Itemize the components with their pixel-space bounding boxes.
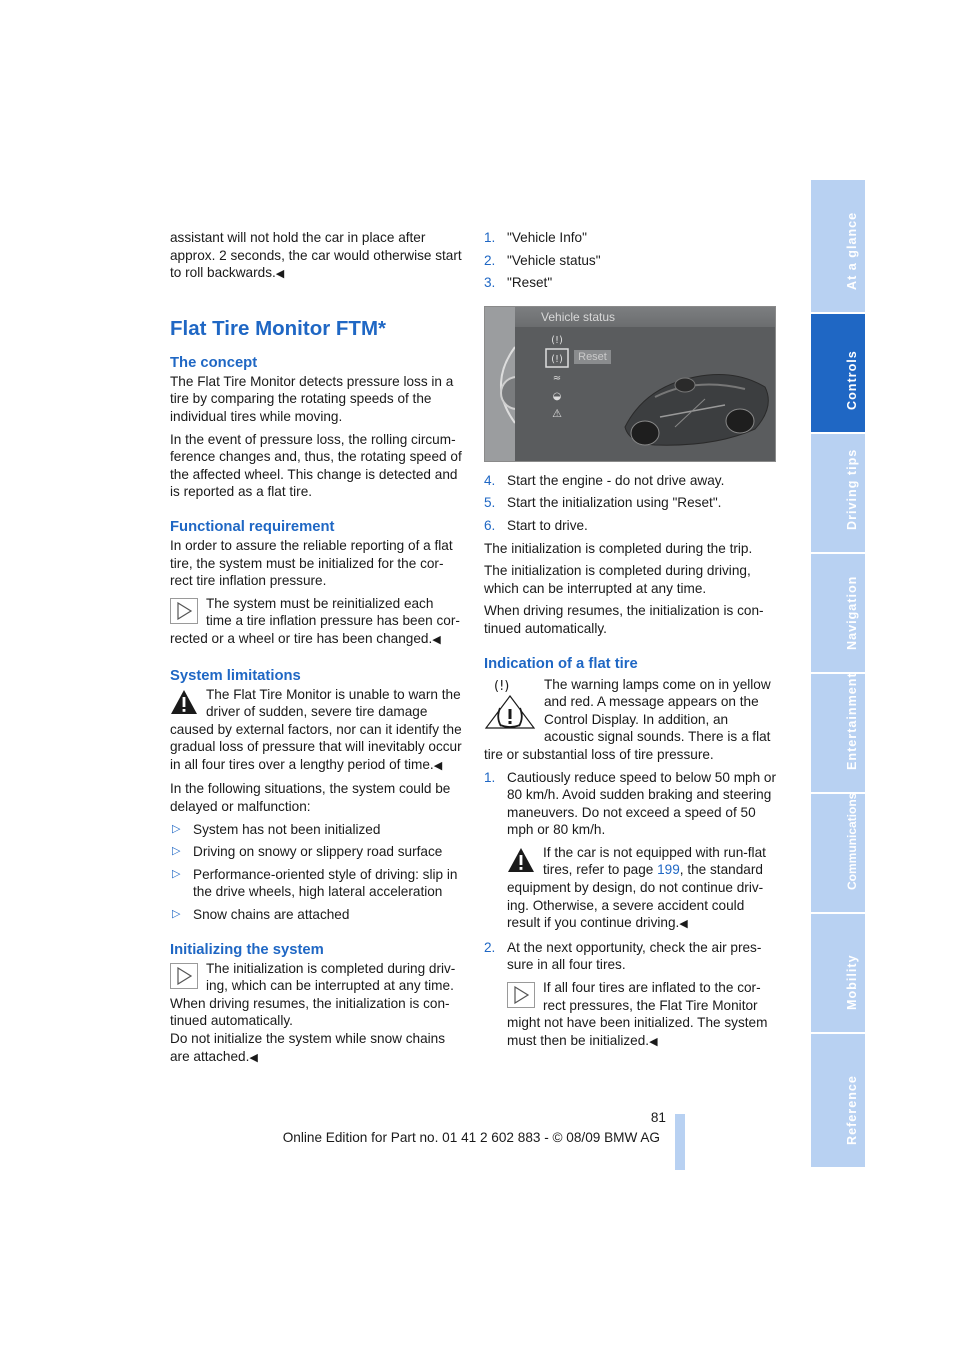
steps-initialization bbox=[484, 472, 776, 535]
list-item: 6. Start to drive. bbox=[484, 517, 588, 533]
initialization-paragraph-1: The initialization is completed during the trip. bbox=[484, 540, 753, 556]
limitations-paragraph: In the following situations, the system could be delayed or malfunction: bbox=[170, 781, 451, 815]
list-item: 1. Cautiously reduce speed to below 50 mph or 80 km/h. Avoid sudden braking and steering maneuvers. Do not exceed a speed of 50 mph or 80 km/h. If the car is not equipped with run-flat tires, refer to page 199, the standard equipment by design, do not continue driv-ing. Otherwise, a severe accident could result if you continue driving.◀ bbox=[484, 769, 776, 934]
list-item: ▷ Snow chains are attached bbox=[172, 907, 350, 923]
right-column bbox=[484, 229, 776, 1056]
tab-entertainment[interactable]: Entertainment bbox=[811, 674, 865, 794]
note-play-icon bbox=[170, 598, 198, 624]
svg-text:≈: ≈ bbox=[552, 372, 562, 384]
screen-title: Vehicle status bbox=[515, 307, 775, 327]
functional-paragraph: In order to assure the reliable reporting of a flat tire, the system must be initialized for the cor-rect tire inflation pressure. bbox=[170, 537, 453, 589]
menu-icons-column bbox=[545, 331, 569, 427]
list-item: ▷ Performance-oriented style of driving: slip in the drive wheels, high lateral acceleration bbox=[172, 866, 458, 900]
note-not-initialized: If all four tires are inflated to the cor-rect pressures, the Flat Tire Monitor might not have been initialized. The system must then be initialized.◀ bbox=[507, 980, 768, 1048]
footer-accent-bar bbox=[675, 1114, 685, 1170]
warning-limitations: The Flat Tire Monitor is unable to warn the driver of sudden, severe tire damage caused by external factors, nor can it identify the gradual loss of pressure that will inevitably occur in all four tires over a lengthy period of time.◀ bbox=[170, 686, 462, 772]
section-title: Flat Tire Monitor FTM* bbox=[170, 316, 387, 340]
list-item: 2. At the next opportunity, check the air pres-sure in all four tires. If all four tires are inflated to the cor-rect pressures, the Flat Tire Monitor might not have been initialized. The system must then be initialized.◀ bbox=[484, 939, 776, 1052]
tab-communications[interactable]: Communications bbox=[811, 794, 865, 914]
limitations-list bbox=[170, 821, 462, 924]
intro-text: assistant will not hold the car in place after approx. 2 seconds, the car would otherwise start to roll backwards.◀ bbox=[170, 230, 462, 281]
footer-edition: Online Edition for Part no. 01 41 2 602 883 - © 08/09 BMW AG bbox=[282, 1130, 660, 1145]
svg-text:(!): (!) bbox=[494, 678, 510, 694]
bullet-arrow-icon: ▷ bbox=[172, 908, 181, 921]
note-snow-chains: Do not initialize the system while snow chains are attached.◀ bbox=[170, 1031, 446, 1064]
reset-label: Reset bbox=[574, 350, 611, 364]
heading-indication: Indication of a flat tire bbox=[484, 655, 638, 672]
heading-initializing: Initializing the system bbox=[170, 941, 324, 958]
list-item: ▷ Driving on snowy or slippery road surface bbox=[172, 844, 443, 860]
page-number: 81 bbox=[650, 1110, 666, 1125]
note-play-icon bbox=[507, 982, 535, 1008]
list-item: 4. Start the engine - do not drive away. bbox=[484, 472, 725, 488]
tab-reference[interactable]: Reference bbox=[811, 1034, 865, 1167]
vehicle-status-screenshot bbox=[484, 306, 776, 462]
svg-text:⚠: ⚠ bbox=[552, 406, 562, 420]
tab-at-a-glance[interactable]: At a glance bbox=[811, 180, 865, 314]
initialization-paragraph-2: The initialization is completed during driving, which can be interrupted at any time. bbox=[484, 563, 751, 596]
heading-system-limitations: System limitations bbox=[170, 667, 301, 684]
svg-text:◒: ◒ bbox=[552, 390, 562, 402]
list-item: 5. Start the initialization using "Reset". bbox=[484, 495, 722, 511]
concept-paragraph-1: The Flat Tire Monitor detects pressure loss in a tire by comparing the rotating speeds of the individual tires while moving. bbox=[170, 373, 454, 424]
initialization-paragraph-3: When driving resumes, the initialization is con-tinued automatically. bbox=[484, 603, 764, 636]
tab-mobility[interactable]: Mobility bbox=[811, 914, 865, 1034]
steps-menu bbox=[484, 229, 776, 292]
bullet-arrow-icon: ▷ bbox=[172, 867, 181, 880]
svg-text:(!): (!) bbox=[551, 353, 563, 365]
bullet-arrow-icon: ▷ bbox=[172, 822, 181, 835]
tab-navigation[interactable]: Navigation bbox=[811, 554, 865, 674]
concept-paragraph-2: In the event of pressure loss, the rolling circum-ference changes and, thus, the rotating speed of the affected wheel. This change is detected and is reported as a flat tire. bbox=[170, 431, 462, 500]
note-initializing: The initialization is completed during driv-ing, which can be interrupted at any time. When driving resumes, the initialization is con-tinued automatically. bbox=[170, 960, 456, 1029]
bullet-arrow-icon: ▷ bbox=[172, 845, 181, 858]
warning-run-flat: If the car is not equipped with run-flat tires, refer to page 199, the standard equipment by design, do not continue driv-ing. Otherwise, a severe accident could result if you continue driving.◀ bbox=[507, 844, 766, 931]
svg-text:(!): (!) bbox=[551, 334, 563, 346]
left-column bbox=[170, 229, 462, 1072]
list-item: 3. "Reset" bbox=[484, 275, 553, 291]
warning-lamp-description: (!) The warning lamps come on in yellow and red. A message appears on the Control Display. In addition, an acoustic signal sounds. There is a flat tire or substantial loss of tire pressure. bbox=[484, 676, 771, 762]
page-reference-link[interactable]: 199 bbox=[657, 862, 680, 878]
controller-strip bbox=[485, 307, 515, 461]
car-chassis-illustration bbox=[615, 347, 775, 459]
steps-flat-tire bbox=[484, 769, 776, 1052]
list-item: 1. "Vehicle Info" bbox=[484, 230, 587, 245]
warning-triangle-icon bbox=[170, 689, 198, 715]
tab-controls[interactable]: Controls bbox=[811, 314, 865, 434]
warning-triangle-icon bbox=[507, 847, 535, 873]
tab-driving-tips[interactable]: Driving tips bbox=[811, 434, 865, 554]
list-item: 2. "Vehicle status" bbox=[484, 252, 601, 268]
heading-concept: The concept bbox=[170, 354, 258, 371]
note-reinitialize: The system must be reinitialized each time a tire inflation pressure has been cor-rected or a wheel or tire has been changed.◀ bbox=[170, 595, 460, 646]
list-item: ▷ System has not been initialized bbox=[172, 821, 381, 837]
heading-functional-requirement: Functional requirement bbox=[170, 518, 335, 535]
tire-pressure-warning-icons bbox=[484, 676, 538, 730]
note-play-icon bbox=[170, 963, 198, 989]
